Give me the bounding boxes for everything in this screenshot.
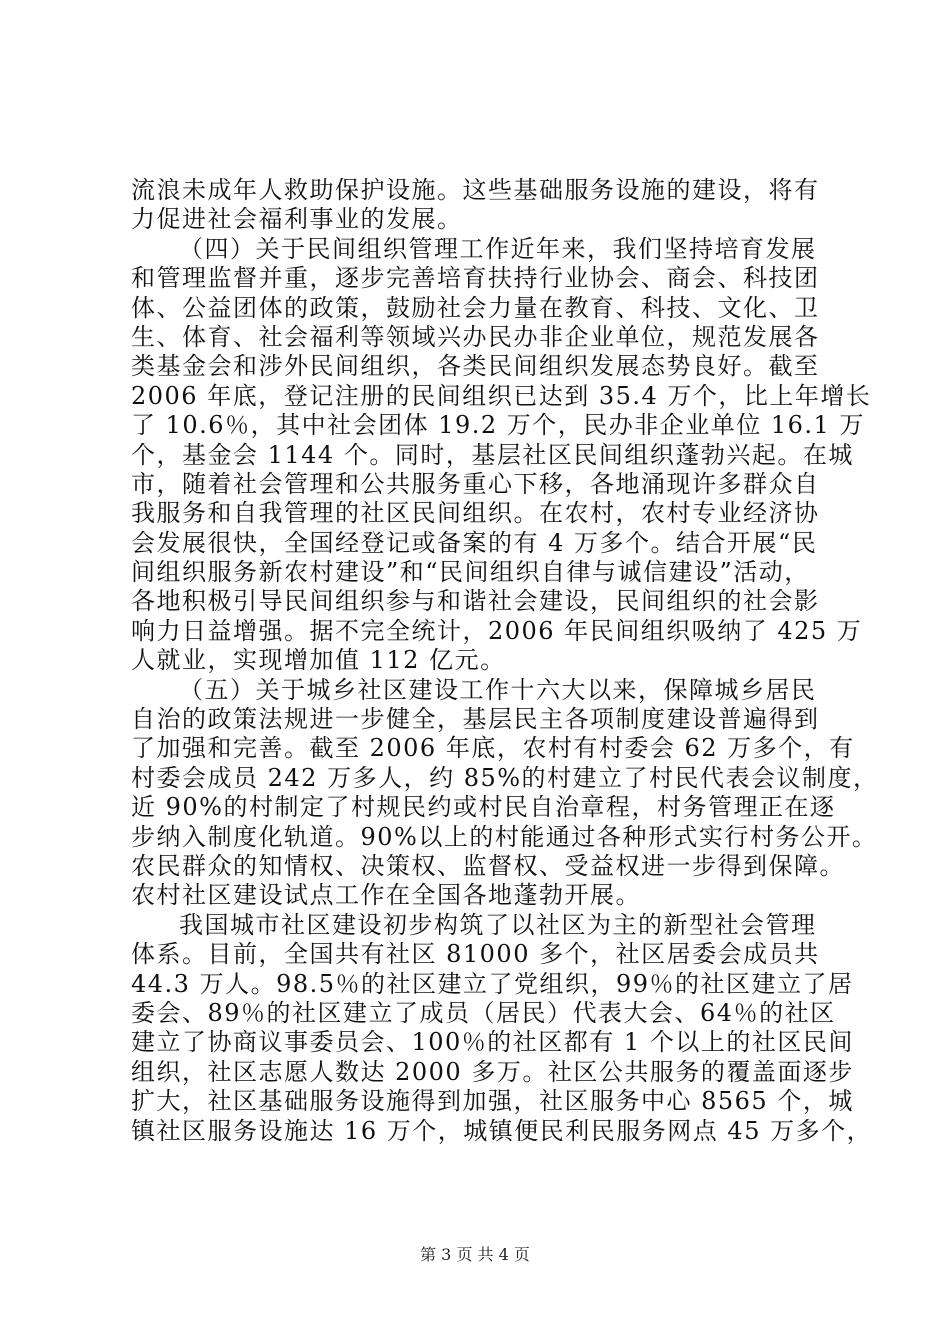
text-line: 了 10.6％，其中社会团体 19.2 万个，民办非企业单位 16.1 万 <box>131 411 865 440</box>
text-line: 农村社区建设试点工作在全国各地蓬勃开展。 <box>131 881 641 910</box>
text-line: 步纳入制度化轨道。90%以上的村能通过各种形式实行村务公开。 <box>131 822 878 851</box>
page-number-label: 第 3 页 共 4 页 <box>420 1245 530 1264</box>
text-line: 镇社区服务设施达 16 万个，城镇便民利民服务网点 45 万多个， <box>131 1116 873 1145</box>
paragraph-start-line: 我国城市社区建设初步构筑了以社区为主的新型社会管理 <box>179 910 817 939</box>
text-line: 扩大，社区基础服务设施得到加强，社区服务中心 8565 个，城 <box>131 1087 854 1116</box>
text-line: 体系。目前，全国共有社区 81000 多个，社区居委会成员共 <box>131 940 820 969</box>
text-line: 流浪未成年人救助保护设施。这些基础服务设施的建设，将有 <box>131 176 820 204</box>
text-line: 委会、89％的社区建立了成员（居民）代表大会、64％的社区 <box>131 998 836 1027</box>
text-line: 市，随着社会管理和公共服务重心下移，各地涌现许多群众自 <box>131 469 820 498</box>
text-line: 44.3 万人。98.5％的社区建立了党组织，99％的社区建立了居 <box>131 969 854 998</box>
text-line: 村委会成员 242 万多人，约 85%的村建立了村民代表会议制度， <box>131 763 879 792</box>
text-line: 建立了协商议事委员会、100％的社区都有 1 个以上的社区民间 <box>131 1028 854 1057</box>
text-line: 农民群众的知情权、决策权、监督权、受益权进一步得到保障。 <box>131 851 845 880</box>
text-line: 类基金会和涉外民间组织，各类民间组织发展态势良好。截至 <box>131 352 820 381</box>
text-line: 力促进社会福利事业的发展。 <box>131 205 463 234</box>
section-four-heading-line: （四）关于民间组织管理工作近年来，我们坚持培育发展 <box>179 234 817 263</box>
body-text <box>131 176 879 1146</box>
section-five-heading-line: （五）关于城乡社区建设工作十六大以来，保障城乡居民 <box>179 675 817 704</box>
text-line: 近 90%的村制定了村规民约或村民自治章程，村务管理正在逐 <box>131 793 836 822</box>
text-line: 2006 年底，登记注册的民间组织已达到 35.4 万个，比上年增长 <box>131 381 872 410</box>
text-line: 和管理监督并重，逐步完善培育扶持行业协会、商会、科技团 <box>131 264 820 293</box>
text-line: 自治的政策法规进一步健全，基层民主各项制度建设普遍得到 <box>131 705 820 734</box>
text-line: 间组织服务新农村建设”和“民间组织自律与诚信建设”活动， <box>131 558 810 587</box>
text-line: 组织，社区志愿人数达 2000 多万。社区公共服务的覆盖面逐步 <box>131 1057 854 1086</box>
text-line: 体、公益团体的政策，鼓励社会力量在教育、科技、文化、卫 <box>131 293 820 322</box>
text-line: 我服务和自我管理的社区民间组织。在农村，农村专业经济协 <box>131 499 820 528</box>
text-line: 了加强和完善。截至 2006 年底，农村有村委会 62 万多个，有 <box>131 734 855 763</box>
text-line: 响力日益增强。据不完全统计，2006 年民间组织吸纳了 425 万 <box>131 616 863 645</box>
text-line: 生、体育、社会福利等领域兴办民办非企业单位，规范发展各 <box>131 322 820 351</box>
text-line: 各地积极引导民间组织参与和谐社会建设，民间组织的社会影 <box>131 587 820 616</box>
page-footer <box>0 1245 950 1265</box>
text-line: 人就业，实现增加值 112 亿元。 <box>131 646 506 675</box>
text-line: 会发展很快，全国经登记或备案的有 4 万多个。结合开展“民 <box>131 528 818 557</box>
text-line: 个，基金会 1144 个。同时，基层社区民间组织蓬勃兴起。在城 <box>131 440 854 469</box>
